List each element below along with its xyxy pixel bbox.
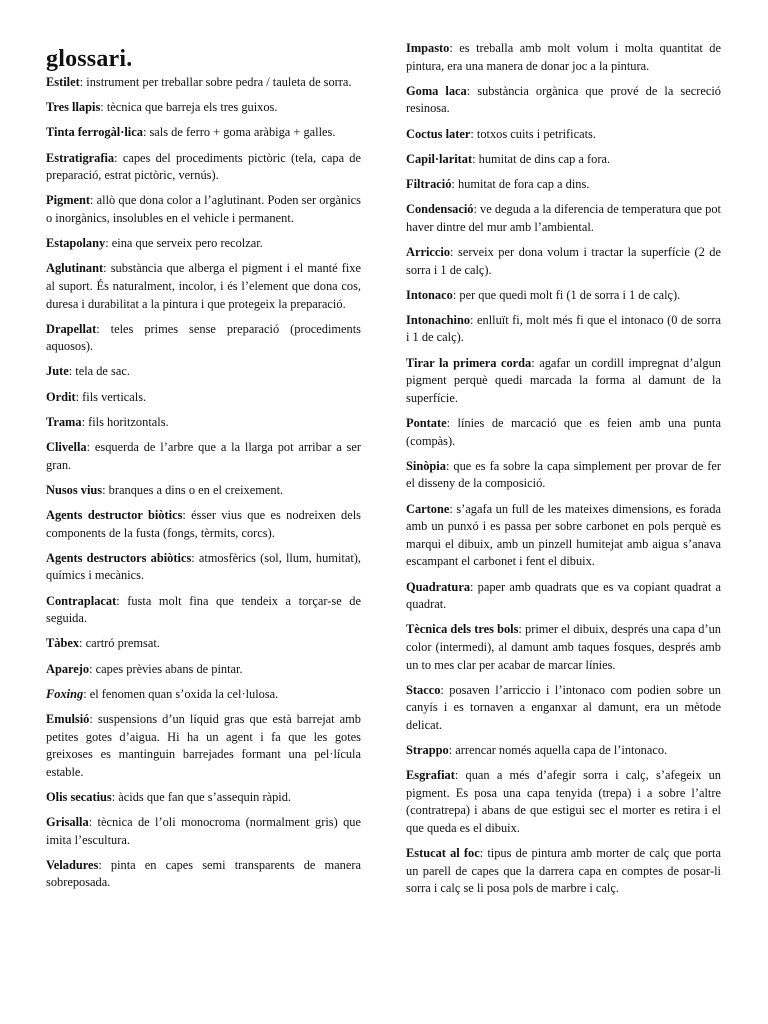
glossary-definition: : humitat de dins cap a fora. xyxy=(472,151,611,166)
glossary-definition: : el fenomen quan s’oxida la cel·lulosa. xyxy=(83,686,279,701)
glossary-entry xyxy=(46,661,361,679)
glossary-term: Foxing xyxy=(46,686,84,701)
glossary-definition: : agafar un cordill impregnat d’algun pigment perquè quedi marcada la forma al damunt de la superfície. xyxy=(406,355,721,405)
glossary-entry xyxy=(46,192,361,227)
glossary-definition: : instrument per treballar sobre pedra / tauleta de sorra. xyxy=(79,75,352,89)
glossary-entry xyxy=(406,176,721,194)
glossary-definition: : tècnica que barreja els tres guixos. xyxy=(100,100,278,115)
glossary-entry xyxy=(46,235,361,253)
glossary-entry xyxy=(406,845,721,898)
glossary-definition: : fils horitzontals. xyxy=(81,414,169,429)
glossary-term: Pigment xyxy=(46,193,91,208)
glossary-entry xyxy=(406,682,721,735)
glossary-term: Drapellat xyxy=(46,321,97,336)
glossary-term: Tres llapis xyxy=(46,100,101,115)
glossary-entry xyxy=(406,244,721,279)
glossary-term: Emulsió xyxy=(46,711,90,726)
glossary-term: Estilet xyxy=(46,75,80,89)
glossary-definition: : humitat de fora cap a dins. xyxy=(451,176,590,191)
glossary-definition: : branques a dins o en el creixement. xyxy=(102,482,284,497)
glossary-term: Pontate xyxy=(406,416,447,431)
glossary-term: Jute xyxy=(46,364,69,379)
glossary-entry xyxy=(406,458,721,493)
glossary-definition: : s’agafa un full de les mateixes dimensions, es forada amb un punxó i es passa per sobre carbonet en pols perquè es marqui el dibuix, amb un pinzell humitejat amb aigua s’anava escampant el carbonet i fent el dibuix. xyxy=(406,501,721,569)
glossary-entry xyxy=(406,415,721,450)
glossary-entry xyxy=(46,550,361,585)
glossary-entry xyxy=(46,389,361,407)
glossary-term: Contraplacat xyxy=(46,593,117,608)
glossary-definition: : capes prèvies abans de pintar. xyxy=(89,661,243,676)
glossary-term: Impasto xyxy=(406,41,450,55)
glossary-term: Ordit xyxy=(46,389,76,404)
glossary-term: Aparejo xyxy=(46,661,90,676)
glossary-term: Grisalla xyxy=(46,815,89,830)
glossary-entry xyxy=(46,686,361,704)
glossary-definition: : tècnica de l’oli monocroma (normalment gris) que imita l’escultura. xyxy=(46,815,361,847)
page-title: glossari. xyxy=(46,46,133,72)
glossary-entry xyxy=(406,83,721,118)
glossary-definition: : sals de ferro + goma aràbiga + galles. xyxy=(142,125,336,140)
glossary-entry xyxy=(46,789,361,807)
glossary-entry xyxy=(406,742,721,760)
glossary-entry xyxy=(46,260,361,313)
right-column xyxy=(406,0,721,906)
glossary-definition: : paper amb quadrats que es va copiant quadrat a quadrat. xyxy=(406,579,721,612)
glossary-definition: : fusta molt fina que tendeix a torçar-se de seguida. xyxy=(46,593,361,626)
left-entries xyxy=(46,74,361,892)
glossary-entry xyxy=(46,74,361,92)
glossary-term: Estapolany xyxy=(46,236,106,251)
glossary-definition: : per que quedi molt fi (1 de sorra i 1 de calç). xyxy=(452,287,681,302)
glossary-term: Goma laca xyxy=(406,83,467,98)
glossary-term: Tàbex xyxy=(46,636,80,651)
glossary-term: Tinta ferrogàl·lica xyxy=(46,125,143,140)
glossary-entry xyxy=(406,767,721,837)
glossary-definition: : ésser vius que es nodreixen dels components de la fusta (fongs, tèrmits, corcs). xyxy=(46,508,361,540)
glossary-entry xyxy=(46,99,361,117)
glossary-definition: : esquerda de l’arbre que a la llarga pot arribar a ser gran. xyxy=(46,440,361,472)
glossary-term: Intonachino xyxy=(406,312,471,327)
glossary-definition: : substància que alberga el pigment i el manté fixe al suport. És naturalment, incolor, i és l’element que dona cos, duresa i durabilitat a la pintura i que protegeix la preparació. xyxy=(46,261,361,311)
glossary-entry xyxy=(406,126,721,144)
glossary-term: Coctus later xyxy=(406,126,471,141)
glossary-definition: : tela de sac. xyxy=(68,364,130,379)
glossary-term: Intonaco xyxy=(406,287,453,302)
glossary-definition: : es treballa amb molt volum i molta quantitat de pintura, era una manera de donar joc a la pintura. xyxy=(406,41,721,73)
glossary-entry xyxy=(46,711,361,781)
glossary-term: Sinòpia xyxy=(406,458,446,473)
glossary-term: Cartone xyxy=(406,501,450,516)
glossary-term: Condensació xyxy=(406,202,474,217)
glossary-definition: : pinta en capes semi transparents de manera sobreposada. xyxy=(46,857,361,890)
glossary-definition: : arrencar només aquella capa de l’intonaco. xyxy=(448,743,668,758)
glossary-entry xyxy=(46,439,361,474)
glossary-entry xyxy=(46,507,361,542)
glossary-entry xyxy=(46,124,361,142)
glossary-entry xyxy=(46,814,361,849)
glossary-entry xyxy=(406,151,721,169)
glossary-definition: : totxos cuits i petrificats. xyxy=(470,126,596,141)
glossary-definition: : ve deguda a la diferencia de temperatura que pot haver dintre del mur amb l’ambiental. xyxy=(406,202,721,234)
glossary-entry xyxy=(46,482,361,500)
glossary-term: Estratigrafia xyxy=(46,150,115,165)
glossary-entry xyxy=(46,363,361,381)
right-entries xyxy=(406,40,721,898)
glossary-entry xyxy=(406,40,721,75)
glossary-definition: : primer el dibuix, després una capa d’un color (intermedi), al damunt amb taques fosques, després amb un to mes clar per acabar de marcar línies. xyxy=(406,622,721,672)
glossary-term: Tècnica dels tres bols xyxy=(406,622,519,637)
glossary-term: Olis secatius xyxy=(46,789,112,804)
glossary-entry xyxy=(406,579,721,614)
glossary-definition: : suspensions d’un líquid gras que està barrejat amb petites gotes d’aigua. Hi ha un agent i fa que les gotes greixoses es mantinguin barrejades formant una pel·lícula estable. xyxy=(46,711,361,779)
glossary-definition: : eina que serveix pero recolzar. xyxy=(105,236,263,251)
glossary-definition: : àcids que fan que s’assequin ràpid. xyxy=(111,789,292,804)
glossary-entry xyxy=(46,150,361,185)
glossary-definition: : substància orgànica que prové de la secreció resinosa. xyxy=(406,83,721,116)
glossary-definition: : posaven l’arriccio i l’intonaco com podien sobre un canyís i es tornaven a enganxar al damunt, era un mètode delicat. xyxy=(406,682,721,732)
glossary-term: Veladures xyxy=(46,857,99,872)
glossary-term: Arriccio xyxy=(406,244,451,259)
glossary-entry xyxy=(46,321,361,356)
glossary-entry xyxy=(46,414,361,432)
glossary-definition: : quan a més d’afegir sorra i calç, s’afegeix un pigment. Es posa una capa tenyida (trepa) i a sobre l’altre (contratrepa) i abans de que estigui sec el morter es retira i el que queda es el dibuix. xyxy=(406,768,721,836)
glossary-definition: : atmosfèrics (sol, llum, humitat), químics i mecànics. xyxy=(46,550,361,583)
glossary-term: Trama xyxy=(46,414,82,429)
glossary-term: Capil·laritat xyxy=(406,151,473,166)
glossary-definition: : tipus de pintura amb morter de calç que porta un parell de capes que la darrera capa en comptes de posar-li sorra i calç se li posa pols de marbre i calç. xyxy=(406,846,721,896)
glossary-entry xyxy=(46,857,361,892)
glossary-definition: : enlluït fi, molt més fi que el intonaco (0 de sorra i 1 de calç). xyxy=(406,312,721,345)
glossary-definition: : capes del procediments pictòric (tela, capa de preparació, estrat pictòric, vernús). xyxy=(46,150,361,183)
glossary-definition: : serveix per dona volum i tractar la superfície (2 de sorra i 1 de calç). xyxy=(406,244,721,277)
glossary-term: Estucat al foc xyxy=(406,846,480,861)
glossary-term: Agents destructors abiòtics xyxy=(46,550,192,565)
glossary-definition: : cartró premsat. xyxy=(79,636,160,651)
glossary-entry xyxy=(406,355,721,408)
glossary-entry xyxy=(46,635,361,653)
glossary-definition: : allò que dona color a l’aglutinant. Poden ser orgànics o inorgànics, insolubles en el vehicle i permanent. xyxy=(46,193,361,225)
glossary-definition: : fils verticals. xyxy=(75,389,147,404)
glossary-entry xyxy=(46,593,361,628)
glossary-term: Strappo xyxy=(406,743,449,758)
glossary-term: Stacco xyxy=(406,682,441,697)
glossary-entry xyxy=(406,287,721,305)
glossary-term: Filtració xyxy=(406,176,452,191)
glossary-term: Tirar la primera corda xyxy=(406,355,532,370)
glossary-term: Agents destructor biòtics xyxy=(46,508,183,522)
left-column xyxy=(46,0,361,900)
glossary-term: Clivella xyxy=(46,440,87,455)
glossary-term: Quadratura xyxy=(406,579,471,594)
glossary-entry xyxy=(406,312,721,347)
glossary-definition: : teles primes sense preparació (procediments aquosos). xyxy=(46,321,361,354)
glossary-term: Esgrafiat xyxy=(406,768,455,783)
glossary-definition: : línies de marcació que es feien amb una punta (compàs). xyxy=(406,416,721,448)
glossary-term: Aglutinant xyxy=(46,261,104,276)
glossary-entry xyxy=(406,501,721,571)
glossary-entry xyxy=(406,201,721,236)
glossary-term: Nusos vius xyxy=(46,482,103,497)
glossary-entry xyxy=(406,621,721,674)
glossary-definition: : que es fa sobre la capa simplement per provar de fer el disseny de la composició. xyxy=(406,458,721,491)
